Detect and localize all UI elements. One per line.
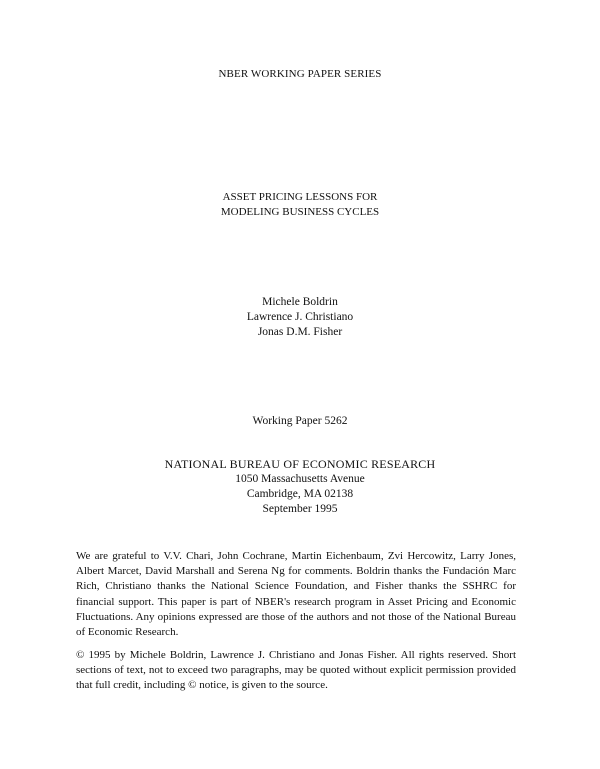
institution-address-1: 1050 Massachusetts Avenue [235, 473, 365, 485]
publication-date: September 1995 [262, 503, 338, 515]
author-name: Jonas D.M. Fisher [257, 326, 343, 338]
institution-address-2: Cambridge, MA 02138 [246, 488, 354, 500]
series-heading: NBER WORKING PAPER SERIES [218, 68, 382, 80]
author-name: Michele Boldrin [262, 296, 338, 308]
institution-name: NATIONAL BUREAU OF ECONOMIC RESEARCH [164, 457, 436, 471]
institution-block [0, 457, 600, 517]
author-name: Lawrence J. Christiano [246, 311, 354, 323]
title-line-2: MODELING BUSINESS CYCLES [220, 206, 380, 218]
copyright-paragraph: © 1995 by Michele Boldrin, Lawrence J. Christiano and Jonas Fisher. All rights reserved. Short sections of text, not to exceed two paragraphs, may be quoted without explicit permission provided that full credit, including © notice, is given to the source. [76, 649, 516, 692]
author-list [0, 295, 600, 340]
title-line-1: ASSET PRICING LESSONS FOR [222, 191, 378, 203]
paper-title [0, 190, 600, 220]
working-paper-number: Working Paper 5262 [252, 415, 348, 427]
acknowledgement-paragraph: We are grateful to V.V. Chari, John Cochrane, Martin Eichenbaum, Zvi Hercowitz, Larry Jones, Albert Marcet, David Marshall and Serena Ng for comments. Boldrin thanks the Fundación Marc Rich, Christiano thanks the National Science Foundation, and Fisher thanks the SSHRC for financial support. This paper is part of NBER's research program in Asset Pricing and Economic Fluctuations. Any opinions expressed are those of the authors and not those of the National Bureau of Economic Research. [76, 550, 516, 639]
